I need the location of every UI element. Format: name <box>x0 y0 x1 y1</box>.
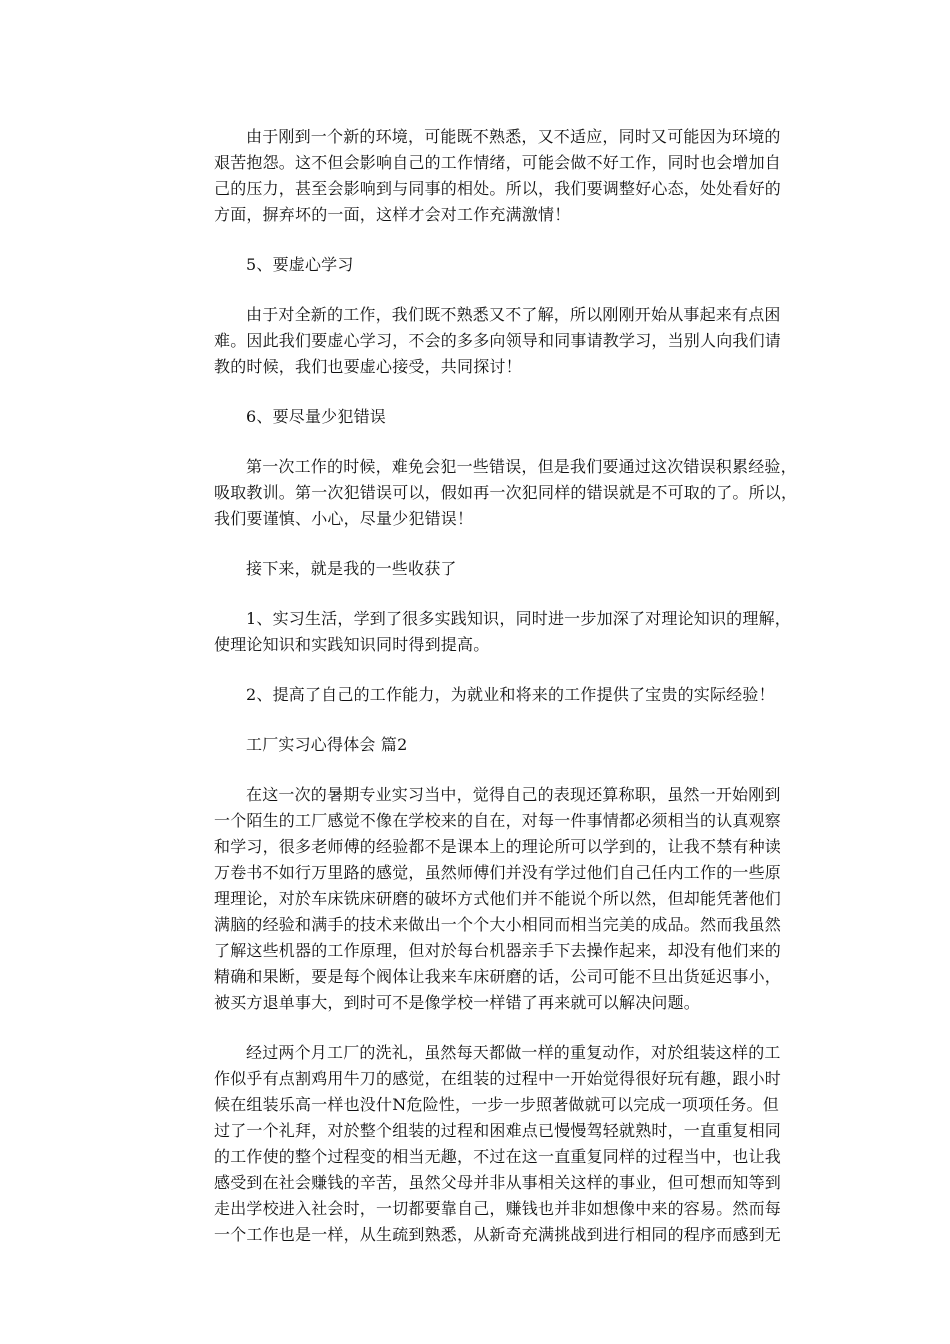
text-line: 2、提高了自己的工作能力，为就业和将来的工作提供了宝贵的实际经验！ <box>246 685 775 704</box>
heading-text: 5、要虚心学习 <box>246 255 354 274</box>
text-line: 由于对全新的工作，我们既不熟悉又不了解，所以刚刚开始从事起来有点困 <box>246 305 781 324</box>
text-line: 在这一次的暑期专业实习当中，觉得自己的表现还算称职，虽然一开始刚到 <box>246 785 781 804</box>
text-line: 过了一个礼拜，对於整个组装的过程和困难点已慢慢驾轻就熟时，一直重复相同 <box>214 1121 782 1140</box>
text-line: 和学习，很多老师傅的经验都不是课本上的理论所可以学到的，让我不禁有种读 <box>214 837 782 856</box>
text-line: 满脑的经验和满手的技术来做出一个个大小相同而相当完美的成品。然而我虽然 <box>214 915 782 934</box>
article-title-part-2 <box>182 732 774 758</box>
paragraph-adapt-environment <box>182 124 782 228</box>
text-line: 吸取教训。第一次犯错误可以，假如再一次犯同样的错误就是不可取的了。所以， <box>214 483 798 502</box>
text-line: 被买方退单事大，到时可不是像学校一样错了再来就可以解决问题。 <box>214 993 701 1012</box>
text-line: 使理论知识和实践知识同时得到提高。 <box>214 635 490 654</box>
text-line: 候在组装乐高一样也没什N危险性，一步一步照著做就可以完成一项项任务。但 <box>214 1095 780 1114</box>
text-line: 我们要谨慎、小心，尽量少犯错误！ <box>214 509 474 528</box>
text-line: 走出学校进入社会时，一切都要靠自己，赚钱也并非如想像中来的容易。然而每 <box>214 1199 782 1218</box>
text-line: 精确和果断，要是每个阀体让我来车床研磨的话，公司可能不旦出货延迟事小， <box>214 967 782 986</box>
paragraph-learn-humbly <box>182 302 782 380</box>
text-line: 教的时候，我们也要虚心接受，共同探讨！ <box>214 357 522 376</box>
paragraph-summer-internship <box>182 782 782 1016</box>
text-line: 由于刚到一个新的环境，可能既不熟悉，又不适应，同时又可能因为环境的 <box>246 127 781 146</box>
section-heading-fewer-mistakes <box>182 404 774 430</box>
text-line: 一个陌生的工厂感觉不像在学校来的自在，对每一件事情都必须相当的认真观察 <box>214 811 782 830</box>
text-line: 万卷书不如行万里路的感觉，虽然师傅们并没有学过他们自己任内工作的一些原 <box>214 863 782 882</box>
text-line: 了解这些机器的工作原理，但对於每台机器亲手下去操作起来，却没有他们来的 <box>214 941 782 960</box>
paragraph-fewer-mistakes <box>182 454 798 532</box>
text-line: 作似乎有点割鸡用牛刀的感觉，在组装的过程中一开始觉得很好玩有趣，跟小时 <box>214 1069 782 1088</box>
paragraph-two-months <box>182 1040 782 1248</box>
text-line: 己的压力，甚至会影响到与同事的相处。所以，我们要调整好心态，处处看好的 <box>214 179 782 198</box>
document-body <box>182 124 798 1272</box>
text-line: 第一次工作的时候，难免会犯一些错误，但是我们要通过这次错误积累经验， <box>246 457 797 476</box>
heading-text: 接下来，就是我的一些收获了 <box>246 559 457 578</box>
heading-text: 工厂实习心得体会 篇2 <box>246 735 408 754</box>
text-line: 一个工作也是一样，从生疏到熟悉，从新奇充满挑战到进行相同的程序而感到无 <box>214 1225 782 1244</box>
text-line: 感受到在社会赚钱的辛苦，虽然父母并非从事相关这样的事业，但可想而知等到 <box>214 1173 782 1192</box>
text-line: 经过两个月工厂的洗礼，虽然每天都做一样的重复动作，对於组装这样的工 <box>246 1043 781 1062</box>
section-heading-learn-humbly <box>182 252 774 278</box>
heading-text: 6、要尽量少犯错误 <box>246 407 386 426</box>
section-heading-gains <box>182 556 774 582</box>
text-line: 艰苦抱怨。这不但会影响自己的工作情绪，可能会做不好工作，同时也会增加自 <box>214 153 782 172</box>
text-line: 1、实习生活，学到了很多实践知识，同时进一步加深了对理论知识的理解， <box>246 609 791 628</box>
paragraph-gain-2 <box>182 682 774 708</box>
text-line: 难。因此我们要虚心学习，不会的多多向领导和同事请教学习，当别人向我们请 <box>214 331 782 350</box>
text-line: 理理论，对於车床铣床研磨的破坏方式他们并不能说个所以然，但却能凭著他们 <box>214 889 782 908</box>
text-line: 的工作使的整个过程变的相当无趣，不过在这一直重复同样的过程当中，也让我 <box>214 1147 782 1166</box>
text-line: 方面，摒弃坏的一面，这样才会对工作充满激情！ <box>214 205 571 224</box>
paragraph-gain-1 <box>182 606 791 658</box>
